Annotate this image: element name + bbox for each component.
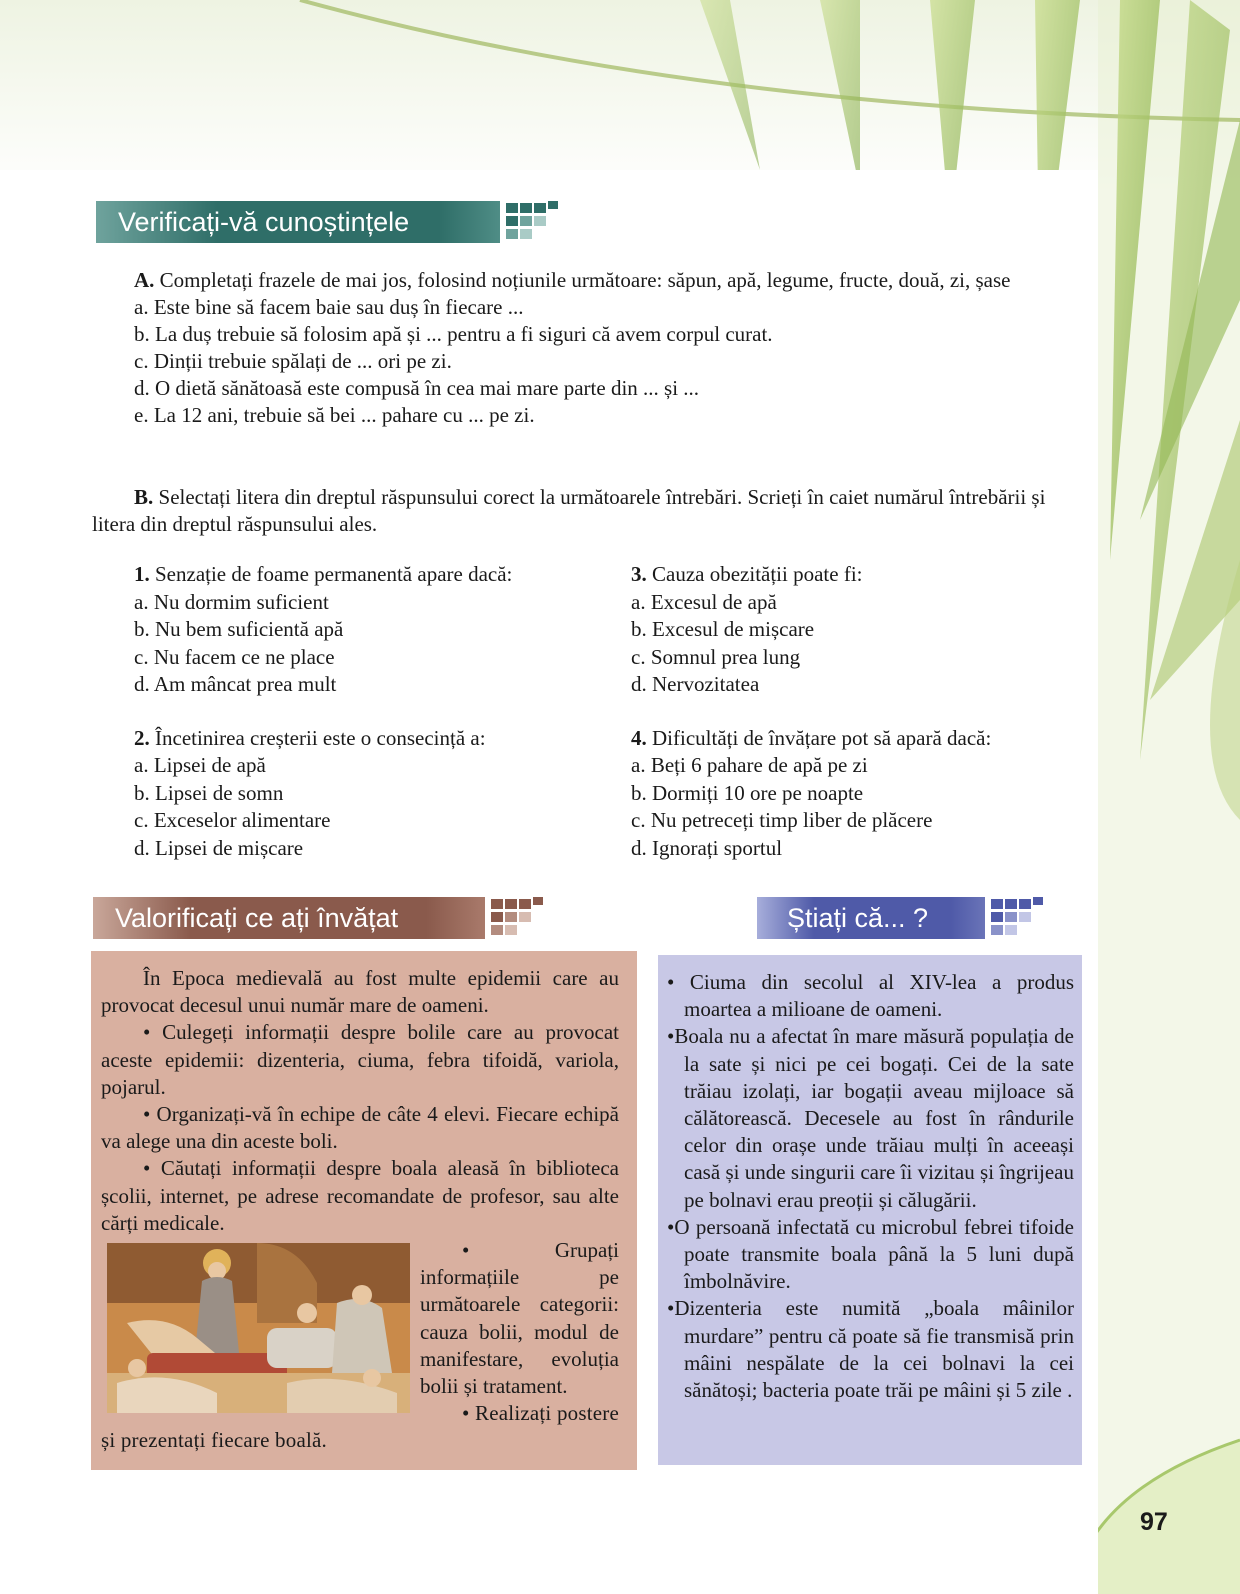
answer-option: d. Nervozitatea xyxy=(631,672,760,696)
paragraph: • Culegeți informații despre bolile care au provocat aceste epidemii: dizenteria, ciuma, febra tifoidă, variola, pojarul. xyxy=(101,1020,619,1099)
questions-left-column xyxy=(134,561,604,862)
answer-option: a. Excesul de apă xyxy=(631,589,777,614)
decorative-squares-icon xyxy=(506,201,554,243)
answer-option: a. Nu dormim suficient xyxy=(134,589,329,614)
paragraph xyxy=(101,1237,619,1400)
answer-option: d. Lipsei de mișcare xyxy=(134,835,304,860)
paragraph: • Căutați informații despre boala aleasă în biblioteca școlii, internet, pe adrese recomandate de profesor, sau alte cărți medicale. xyxy=(101,1156,619,1235)
exercise-item: b. La duș trebuie să folosim apă și ... pentru a fi siguri că avem corpul curat. xyxy=(134,322,773,346)
fact-item: •Dizenteria este numită „boala mâinilor murdare” pentru că poate să fie transmisă prin mâini nespălate de la cei bolnavi la cei sănătoși; bacteria poate trăi pe mâini și 5 zile . xyxy=(667,1296,1074,1403)
answer-option: b. Dormiți 10 ore pe noapte xyxy=(631,780,864,805)
answer-option: a. Beți 6 pahare de apă pe zi xyxy=(631,753,868,777)
section-banner-valorificati xyxy=(93,897,539,939)
stiati-box xyxy=(658,955,1082,1465)
exercise-label: A. xyxy=(134,268,155,292)
decorative-squares-icon xyxy=(991,897,1039,939)
decorative-squares-icon xyxy=(491,897,539,939)
page-number: 97 xyxy=(1140,1508,1168,1536)
answer-option: a. Lipsei de apă xyxy=(134,753,266,777)
answer-option: d. Am mâncat prea mult xyxy=(134,672,337,696)
answer-option: c. Somnul prea lung xyxy=(631,644,801,669)
exercise-item: e. La 12 ani, trebuie să bei ... pahare cu ... pe zi. xyxy=(134,403,535,427)
fact-item: • Ciuma din secolul al XIV-lea a produs moartea a milioane de oameni. xyxy=(667,970,1074,1022)
paragraph: În Epoca medievală au fost multe epidemii care au provocat decesul unui număr mare de oameni. xyxy=(101,966,619,1018)
question-1: 1. Senzație de foame permanentă apare dacă: xyxy=(134,562,513,586)
answer-option: c. Nu facem ce ne place xyxy=(134,644,335,669)
answer-option: b. Nu bem suficientă apă xyxy=(134,617,344,641)
exercise-b xyxy=(92,484,1072,538)
exercise-item: c. Dinții trebuie spălați de ... ori pe zi. xyxy=(134,349,452,373)
answer-option: c. Exceselor alimentare xyxy=(134,808,331,832)
exercise-item: a. Este bine să facem baie sau duș în fiecare ... xyxy=(134,295,524,319)
medieval-sick-care-illustration xyxy=(107,1243,410,1413)
exercise-a xyxy=(92,267,1072,429)
section-banner-stiati xyxy=(757,897,1039,939)
fact-item: •O persoană infectată cu microbul febrei tifoide poate transmite boala până la 5 luni după îmbolnăvire. xyxy=(667,1214,1074,1294)
section-banner-verificati xyxy=(96,201,554,243)
valorificati-box xyxy=(91,951,637,1470)
section-title: Verificați-vă cunoștințele xyxy=(96,201,500,243)
section-title: Valorificați ce ați învățat xyxy=(93,897,485,939)
exercise-a-intro: A. Completați frazele de mai jos, folosind noțiunile următoare: săpun, apă, legume, fructe, două, zi, șase xyxy=(134,268,1011,292)
paragraph-text: • Grupați informațiile pe următoarele categorii: cauza bolii, modul de manifestare, evoluția bolii și tratament. xyxy=(420,1238,619,1399)
answer-option: b. Excesul de mișcare xyxy=(631,617,815,641)
exercise-b-intro: B. Selectați litera din dreptul răspunsului corect la următoarele întrebări. Scrieți în caiet numărul întrebării și litera din dreptul răspunsului ales. xyxy=(92,485,1046,536)
answer-option: c. Nu petreceți timp liber de plăcere xyxy=(631,808,933,832)
question-3: 3. Cauza obezității poate fi: xyxy=(631,562,863,586)
section-title: Știați că... ? xyxy=(757,897,985,939)
answer-option: d. Ignorați sportul xyxy=(631,835,783,860)
question-2: 2. Încetinirea creșterii este o consecință a: xyxy=(134,725,486,750)
answer-option: b. Lipsei de somn xyxy=(134,780,284,805)
exercise-label: B. xyxy=(134,485,154,509)
fact-item: •Boala nu a afectat în mare măsură populația de la sate și nici pe cei bogați. Cei de la sate trăiau izolați, iar bogații aveau mijloace să călătorească. Decesele au fost în rândurile celor din orașe unde trăiau mulți în aceeași casă și unde singurii care îi vizitau și îngrijeau pe bolnavi erau preoții și călugării. xyxy=(667,1024,1074,1212)
paragraph: • Organizați-vă în echipe de câte 4 elevi. Fiecare echipă va alege una din aceste boli. xyxy=(101,1102,619,1154)
questions-right-column xyxy=(631,561,1081,862)
paragraph: • Realizați postere și prezentați fiecare boală. xyxy=(101,1401,619,1453)
exercise-item: d. O dietă sănătoasă este compusă în cea mai mare parte din ... și ... xyxy=(134,376,700,400)
question-4: 4. Dificultăți de învățare pot să apară dacă: xyxy=(631,725,992,750)
